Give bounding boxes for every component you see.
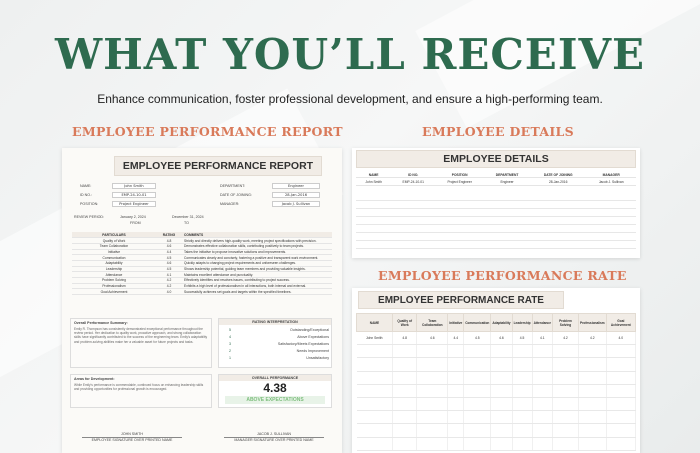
- table-row: [72, 255, 332, 261]
- rating-item: [229, 328, 329, 335]
- details-cell: 28-Jan-2016: [530, 178, 586, 186]
- rating-key: 5: [229, 328, 231, 332]
- details-cell: Project Engineer: [435, 178, 484, 186]
- rate-header: Goal Achievement: [606, 314, 635, 332]
- rate-header: NAME: [357, 314, 393, 332]
- field-label: ID NO.:: [80, 193, 92, 197]
- field-label: DATE OF JOINING:: [220, 193, 252, 197]
- table-row: [72, 238, 332, 244]
- comment: Demonstrates effective collaboration skills, contributing positively to team projects.: [182, 243, 332, 249]
- details-header: DATE OF JOINING: [530, 172, 586, 178]
- details-header: NAME: [356, 172, 391, 178]
- section-title-rate: EMPLOYEE PERFORMANCE RATE: [378, 268, 627, 283]
- details-title: EMPLOYEE DETAILS: [356, 150, 636, 168]
- particular: Problem Solving: [72, 278, 156, 284]
- field-value: 28-Jan-2016: [272, 192, 320, 198]
- details-cell: Engineer: [484, 178, 530, 186]
- rating-value: Satisfactory/Meets Expectations: [277, 342, 329, 346]
- comment: Quickly adapts to changing project requirements and unforeseen challenges.: [182, 260, 332, 266]
- particular: Team Collaboration: [72, 243, 156, 249]
- summary-label: Overall Performance Summary:: [74, 321, 128, 325]
- empty-row-line: [356, 240, 636, 241]
- table-header: RATING: [156, 232, 182, 238]
- field-value: Jacob J. Sullivan: [272, 201, 320, 207]
- table-row: [357, 437, 636, 450]
- rate-cell: 4.6: [491, 332, 512, 345]
- areas-box: [70, 374, 212, 408]
- rate-title: EMPLOYEE PERFORMANCE RATE: [358, 291, 564, 309]
- rating-item: [229, 356, 329, 363]
- overall-label: OVERALL PERFORMANCE: [219, 375, 331, 381]
- table-row: [72, 289, 332, 295]
- particular: Initiative: [72, 249, 156, 255]
- rate-cell: 4.8: [393, 332, 417, 345]
- section-title-report: EMPLOYEE PERFORMANCE REPORT: [72, 124, 343, 139]
- field-label: POSITION:: [80, 202, 99, 206]
- comment: Communicates clearly and concisely, fostering a positive and transparent work environment.: [182, 255, 332, 261]
- table-row: [356, 178, 636, 186]
- particular: Professionalism: [72, 283, 156, 289]
- areas-label: Areas for Development:: [74, 377, 115, 381]
- particular: Goal Achievement: [72, 289, 156, 295]
- details-cell: EMP-24-10-01: [391, 178, 435, 186]
- table-header: COMMENTS: [182, 232, 332, 238]
- review-from-label: FROM: [130, 221, 141, 225]
- signature-left-name: JOHN SMITH: [121, 432, 143, 436]
- overall-value: 4.38: [263, 381, 287, 395]
- particular: Attendance: [72, 272, 156, 278]
- details-card: [352, 148, 640, 258]
- details-cell: John Smith: [356, 178, 391, 186]
- rate-cell: 4.1: [532, 332, 552, 345]
- rating-value: Above Expectations: [297, 335, 329, 339]
- rating-interpretation-head: RATING INTERPRETATION: [219, 319, 331, 325]
- particular: Quality of Work: [72, 238, 156, 244]
- rating-interpretation: [218, 318, 332, 368]
- review-from: January 2, 2024: [120, 215, 146, 219]
- rating-item: [229, 342, 329, 349]
- empty-row-line: [356, 232, 636, 233]
- rating: 4.8: [156, 238, 182, 244]
- headline: WHAT YOU’LL RECEIVE: [54, 30, 646, 79]
- rating: 4.4: [156, 249, 182, 255]
- field-label: MANAGER:: [220, 202, 240, 206]
- field-value: EMP-24-10-01: [112, 192, 156, 198]
- table-row: [72, 283, 332, 289]
- rate-cell: 4.5: [464, 332, 491, 345]
- table-row: [72, 243, 332, 249]
- rating-value: Outstanding/Exceptional: [290, 328, 329, 332]
- rate-cell: 4.6: [417, 332, 448, 345]
- rate-header: Leadership: [512, 314, 532, 332]
- comment: Successfully achieves set goals and targets within the specified timelines.: [182, 289, 332, 295]
- review-period-label: REVIEW PERIOD:: [74, 215, 104, 219]
- details-header: MANAGER: [586, 172, 636, 178]
- empty-row-line: [356, 224, 636, 225]
- report-title: EMPLOYEE PERFORMANCE REPORT: [114, 156, 322, 176]
- rate-card: [352, 288, 640, 453]
- rating: 4.2: [156, 278, 182, 284]
- table-row: [357, 345, 636, 358]
- rate-cell: 4.4: [448, 332, 464, 345]
- comment: Maintains excellent attendance and punctuality.: [182, 272, 332, 278]
- empty-row-line: [356, 208, 636, 209]
- details-header: DEPARTMENT: [484, 172, 530, 178]
- comment: Effectively identifies and resolves issues, contributing to project success.: [182, 278, 332, 284]
- rating-item: [229, 349, 329, 356]
- table-row: [357, 384, 636, 397]
- areas-text: While Emily's performance is commendable, continued focus on enhancing leadership skills and providing opportunities for professional growth is encouraged.: [74, 383, 204, 392]
- review-to-label: TO: [184, 221, 189, 225]
- rating: 4.6: [156, 260, 182, 266]
- details-header: POSITION: [435, 172, 484, 178]
- rating-key: 3: [229, 342, 231, 346]
- rate-header: Problem Solving: [552, 314, 578, 332]
- rating-value: Needs Improvement: [296, 349, 329, 353]
- report-card: [62, 148, 342, 453]
- comment: Takes the initiative to propose innovative solutions and improvements.: [182, 249, 332, 255]
- table-row: [72, 266, 332, 272]
- overall-result: ABOVE EXPECTATIONS: [225, 396, 325, 404]
- particular: Adaptability: [72, 260, 156, 266]
- particular: Communication: [72, 255, 156, 261]
- rate-header: Attendance: [532, 314, 552, 332]
- rating-key: 2: [229, 349, 231, 353]
- particular: Leadership: [72, 266, 156, 272]
- subtitle: Enhance communication, foster professional development, and ensure a high-performing team.: [97, 92, 603, 106]
- signature-left-role: EMPLOYEE SIGNATURE OVER PRINTED NAME: [91, 438, 173, 442]
- rating: 4.1: [156, 272, 182, 278]
- empty-row-line: [356, 216, 636, 217]
- rating-key: 4: [229, 335, 231, 339]
- field-value: Engineer: [272, 183, 320, 189]
- table-header: PARTICULARS: [72, 232, 156, 238]
- table-row: [357, 397, 636, 410]
- empty-row-line: [356, 248, 636, 249]
- comment: Exhibits a high level of professionalism in all interactions, both internal and external.: [182, 283, 332, 289]
- table-row: [357, 358, 636, 371]
- rating: 4.0: [156, 289, 182, 295]
- rating: 4.5: [156, 266, 182, 272]
- rating-table: [72, 232, 332, 295]
- rate-table: [356, 313, 636, 451]
- rate-header: Communication: [464, 314, 491, 332]
- table-row: [72, 260, 332, 266]
- rating-key: 1: [229, 356, 231, 360]
- rate-cell: 4.2: [579, 332, 607, 345]
- rate-header: Professionalism: [579, 314, 607, 332]
- table-row: [357, 371, 636, 384]
- table-row: [357, 424, 636, 437]
- empty-row-line: [356, 200, 636, 201]
- field-label: DEPARTMENT:: [220, 184, 246, 188]
- rate-cell: 4.0: [606, 332, 635, 345]
- rate-cell: John Smith: [357, 332, 393, 345]
- table-row: [357, 332, 636, 345]
- summary-box: [70, 318, 212, 368]
- table-row: [357, 411, 636, 424]
- rate-header: Initiative: [448, 314, 464, 332]
- overall-box: [218, 374, 332, 408]
- rate-header: Adaptability: [491, 314, 512, 332]
- details-table: [356, 172, 636, 186]
- field-value: John Smith: [112, 183, 156, 189]
- review-to: December 31, 2024: [172, 215, 204, 219]
- rating: 4.5: [156, 255, 182, 261]
- details-cell: Jacob J. Sullivan: [586, 178, 636, 186]
- rating: 4.2: [156, 283, 182, 289]
- signature-right-name: JACOB J. SULLIVAN: [257, 432, 291, 436]
- rate-header: Quality of Work: [393, 314, 417, 332]
- rate-cell: 4.2: [552, 332, 578, 345]
- section-title-details: EMPLOYEE DETAILS: [422, 124, 574, 139]
- rating-item: [229, 335, 329, 342]
- comment: Shows leadership potential, guiding team members and providing valuable insights.: [182, 266, 332, 272]
- rate-header: Team Collaboration: [417, 314, 448, 332]
- field-value: Project Engineer: [112, 201, 156, 207]
- details-header: ID NO.: [391, 172, 435, 178]
- rate-cell: 4.5: [512, 332, 532, 345]
- comment: Strictly and directly delivers high-quality work, meeting project specifications with precision.: [182, 238, 332, 244]
- field-label: NAME:: [80, 184, 92, 188]
- summary-text: Emily R. Thompson has consistently demonstrated exceptional performance throughout the review period. Her dedication to quality work, proactive approach, and strong collaboration skills have significantly contributed to the success of the engineering team. Emily's adaptability and problem-solving abilities make her a valuable asset for future projects and tasks.: [74, 327, 208, 344]
- signature-right-role: MANAGER SIGNATURE OVER PRINTED NAME: [234, 438, 314, 442]
- rating-value: Unsatisfactory: [306, 356, 329, 360]
- rating: 4.6: [156, 243, 182, 249]
